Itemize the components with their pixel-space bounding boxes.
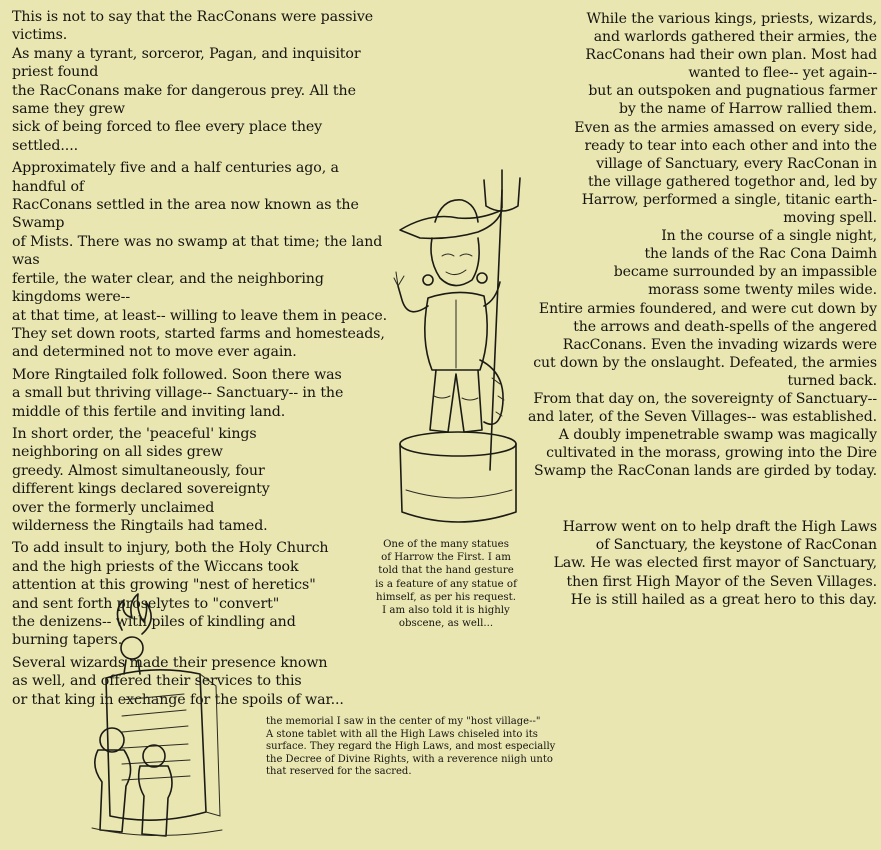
statue-caption: One of the many statues of Harrow the First. I am told that the hand gesture is a feature of any statue of himself, as per his request. I am also told it is highly obscene, as well... bbox=[375, 539, 517, 630]
memorial-tablet-drawing bbox=[92, 590, 252, 840]
paragraph-wizards: Several wizards made their presence known as well, and offered their services to this or that king in exchange for the spoils of war... bbox=[12, 654, 344, 708]
paragraph-harrow-spell: While the various kings, priests, wizards, and warlords gathered their armies, the RacConans had their own plan. Most had wanted to flee-- yet again-- but an outspoken and pugnatious farmer by the name of Harrow rallied them. Even as the armies amassed on every side, ready to tear into each other and into the village of Sanctuary, every RacConan in the village gathered togethor and, led by Harrow, performed a single, titanic earth- moving spell. In the course of a single night, the lands of the Rac Cona Daimh became surrounded by an impassible morass some twenty miles wide. Entire armies foundered, and were cut down by the arrows and death-spells of the angered RacConans. Even the invading wizards were cut down by the onslaught. Defeated, the armies turned back. From that day on, the sovereignty of Sanctuary-- and later, of the Seven Villages-- was established. A doubly impenetrable swamp was magically cultivated in the morass, growing into the Dire Swamp the RacConan lands are girded by today. bbox=[527, 11, 877, 480]
paragraph-church-and-wiccans: To add insult to injury, both the Holy Church and the high priests of the Wiccans took attention at this growing "nest of heretics" and sent forth proselytes to "convert" the denizens-- with piles of kindling and burning tapers. bbox=[12, 540, 329, 649]
paragraph-ringtailed-folk-followed: More Ringtailed folk followed. Soon there was a small but thriving village-- Sanctuary-- in the middle of this fertile and inviting land. bbox=[12, 366, 344, 420]
memorial-caption: the memorial I saw in the center of my "host village--" A stone tablet with all the High Laws chiseled into its surface. They regard the High Laws, and most especially the Decree of Divine Rights, with a reverence niigh unto that reserved for the sacred. bbox=[266, 716, 556, 778]
paragraph-kings-grew-greedy: In short order, the 'peaceful' kings neighboring on all sides grew greedy. Almost simultaneously, four different kings declared sovereignty over the formerly unclaimed wilderness the Ringtails had tamed. bbox=[12, 425, 270, 534]
right-text-column bbox=[505, 10, 877, 484]
right-final-paragraph bbox=[525, 518, 877, 613]
paragraph-racconans-not-victims: This is not to say that the RacConans were passive victims. As many a tyrant, sorceror, Pagan, and inquisitor priest found the RacConans make for dangerous prey. All the same they grew sick of being forced to flee every place they settled.... bbox=[12, 9, 374, 154]
paragraph-high-laws: Harrow went on to help draft the High Laws of Sanctuary, the keystone of RacConan Law. He was elected first mayor of Sanctuary, then first High Mayor of the Seven Villages. He is still hailed as a great hero to this day. bbox=[553, 519, 877, 608]
statue-of-harrow-drawing bbox=[380, 160, 540, 540]
paragraph-settled-swamp-of-mists: Approximately five and a half centuries ago, a handful of RacConans settled in the area now known as the Swamp of Mists. There was no swamp at that time; the land was fertile, the water clear, and the neighboring kingdoms were-- at that time, at least-- willing to leave them in peace. They set down roots, started farms and homesteads, and determined not to move ever again. bbox=[12, 160, 388, 361]
